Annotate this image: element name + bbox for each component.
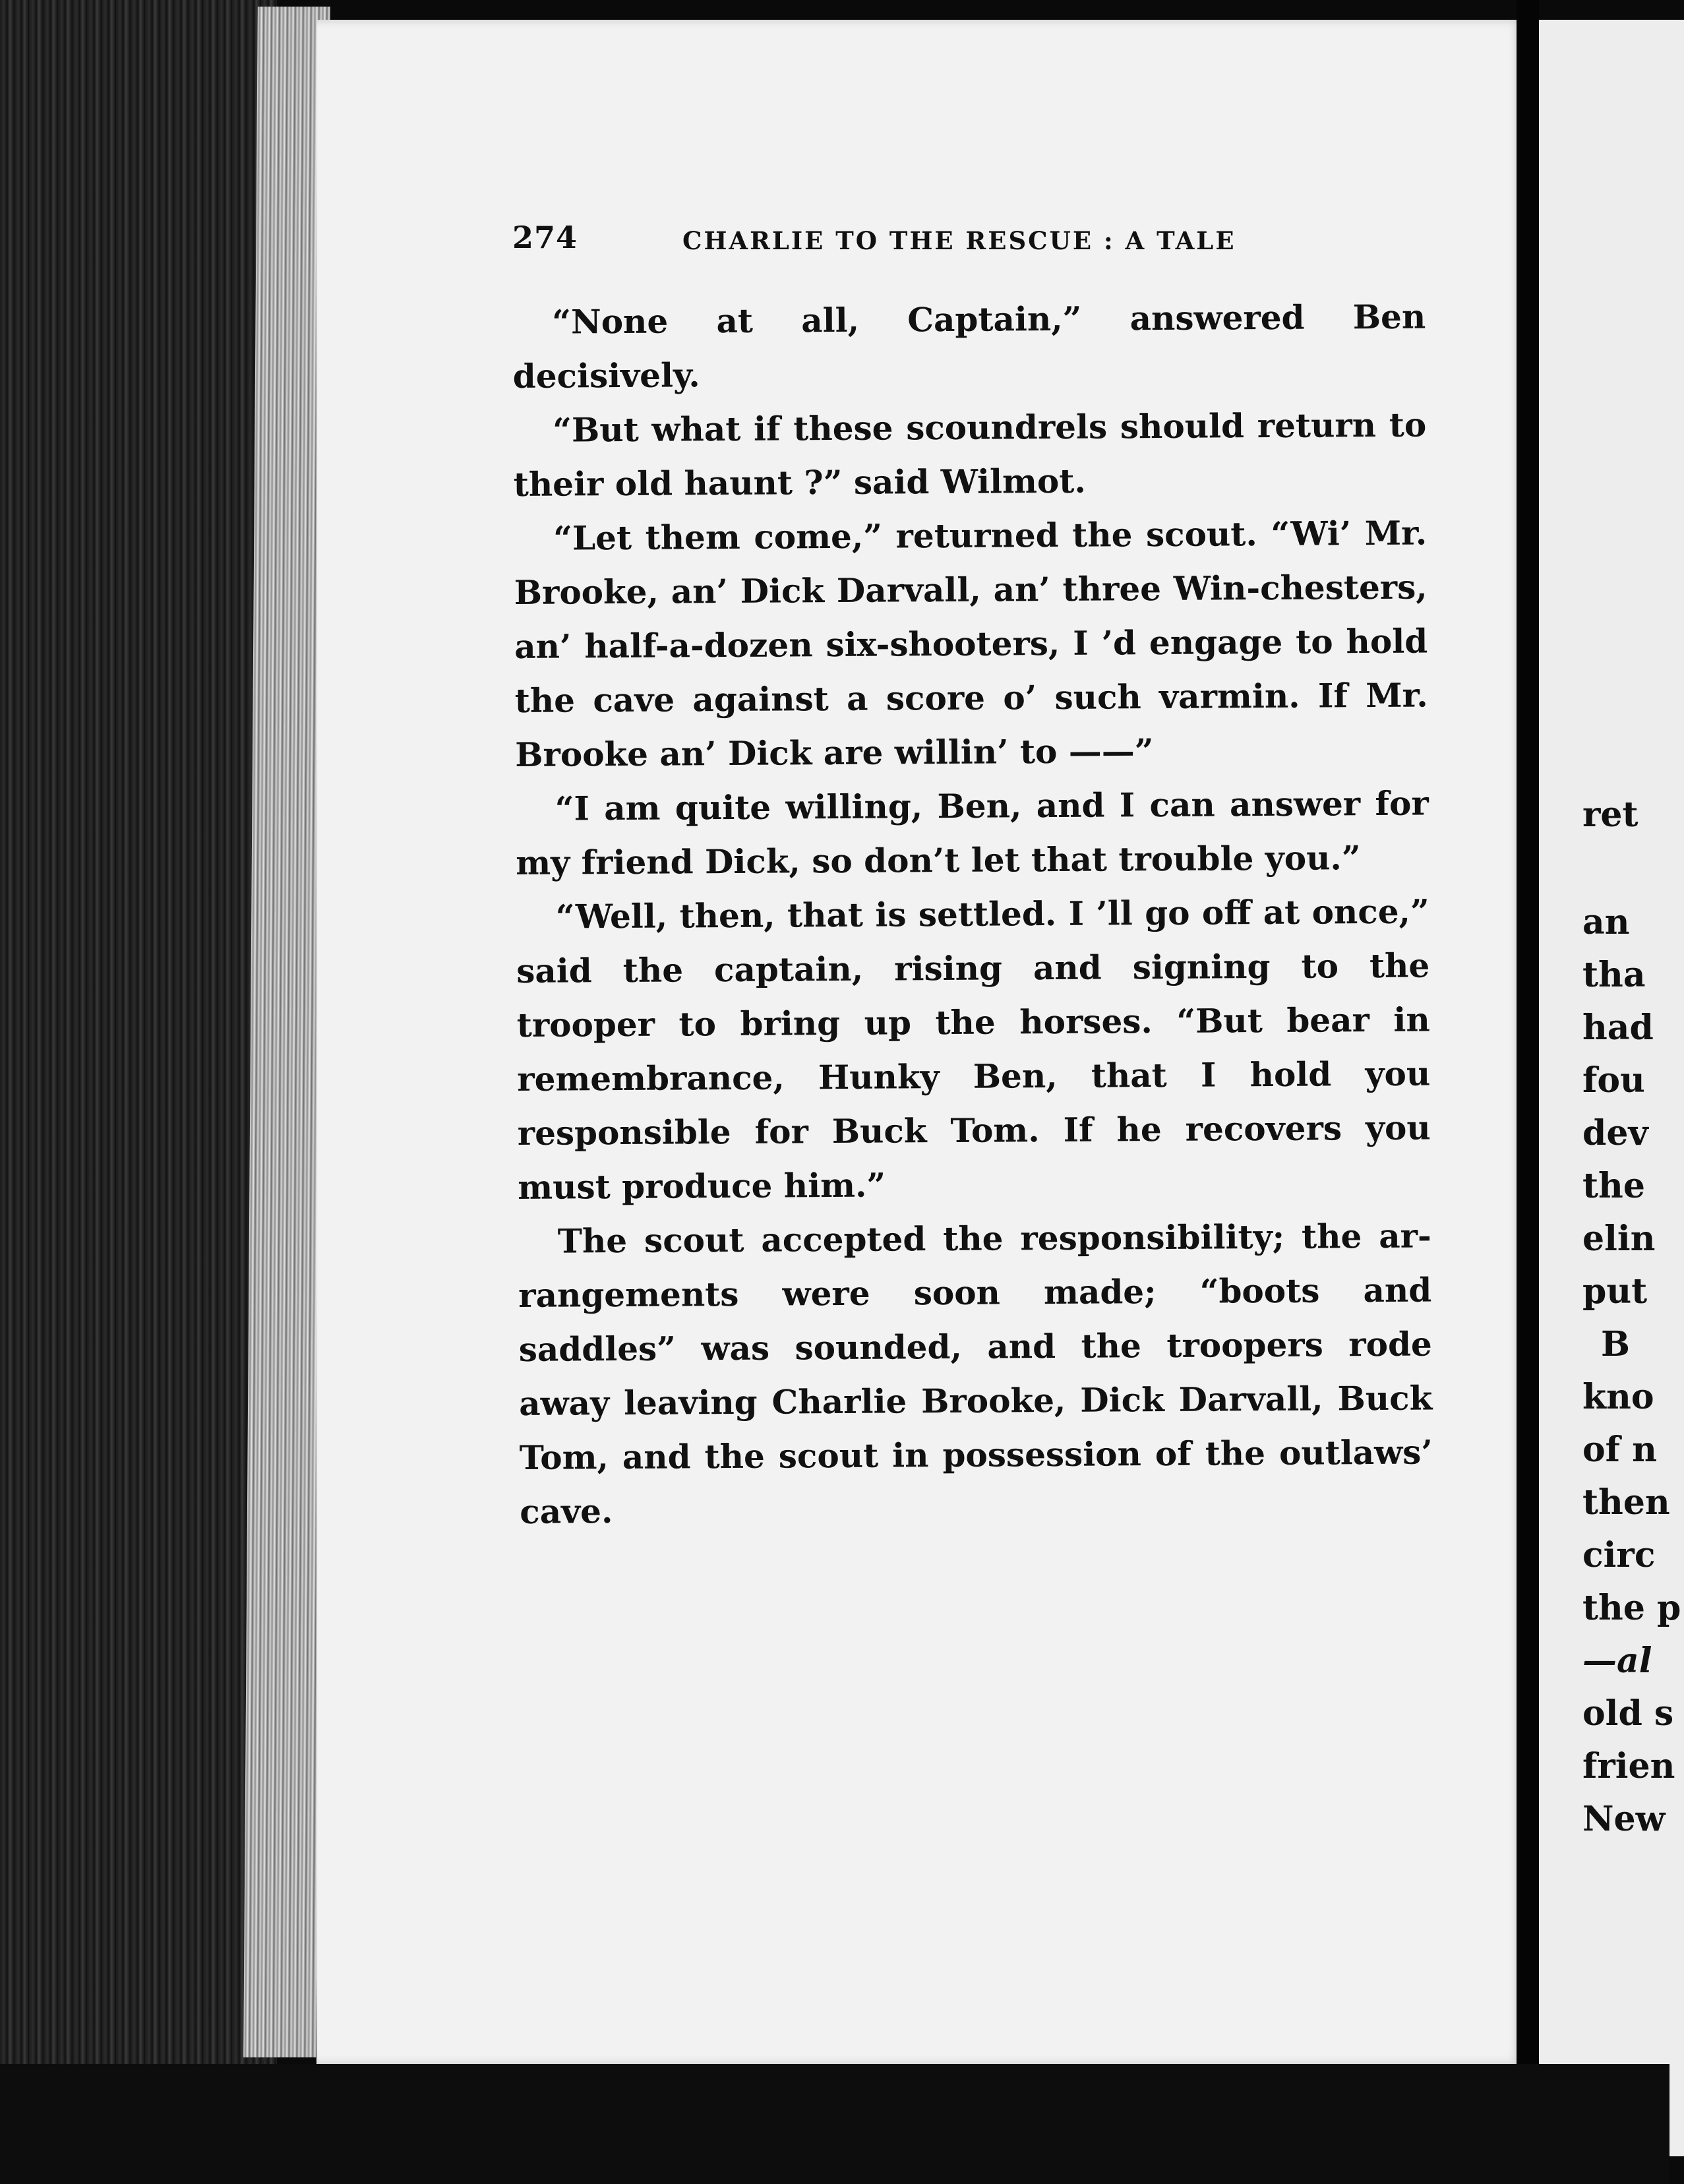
body-text xyxy=(512,290,1433,1539)
running-title: CHARLIE TO THE RESCUE : A TALE xyxy=(682,226,1236,255)
paragraph: “Let them come,” returned the scout. “Wi’ Mr. Brooke, an’ Dick Darvall, an’ three Win-chesters, an’ half-a-dozen six-shooters, I ’d engage to hold the cave against a score o’ such varmin. If Mr. Brooke an’ Dick are willin’ to ——” xyxy=(514,513,1428,774)
right-fragment: an xyxy=(1582,902,1630,942)
right-fragment: B xyxy=(1601,1324,1630,1364)
paragraph: “But what if these scoundrels should return to their old haunt ?” said Wilmot. xyxy=(513,405,1427,504)
right-page-text-fragments xyxy=(1582,0,1681,2184)
right-fragment: of n xyxy=(1582,1430,1657,1470)
right-fragment: kno xyxy=(1582,1377,1654,1417)
book-gutter xyxy=(1517,0,1539,2184)
right-fragment: —al xyxy=(1582,1641,1652,1681)
paragraph: “Well, then, that is settled. I ’ll go off at once,” said the captain, rising and signing to the trooper to bring up the horses. “But bear in remembrance, Hunky Ben, that I hold you responsible for Buck Tom. If he recovers you must produce him.” xyxy=(516,892,1431,1207)
right-fragment: circ xyxy=(1582,1535,1656,1575)
right-fragment: then xyxy=(1582,1482,1670,1523)
right-fragment: frien xyxy=(1582,1746,1675,1786)
right-fragment: dev xyxy=(1582,1113,1648,1153)
page-number: 274 xyxy=(512,220,578,255)
right-fragment: tha xyxy=(1582,955,1646,995)
paragraph: “None at all, Captain,” answered Ben decisively. xyxy=(512,297,1426,396)
scan-bottom-border xyxy=(0,2064,1669,2184)
right-fragment: had xyxy=(1582,1008,1654,1048)
running-head xyxy=(512,220,1257,255)
right-fragment: elin xyxy=(1582,1219,1656,1259)
book-cover-edge xyxy=(0,0,277,2184)
right-fragment: put xyxy=(1582,1271,1648,1312)
paragraph: “I am quite willing, Ben, and I can answer for my friend Dick, so don’t let that trouble you.” xyxy=(516,783,1429,882)
right-fragment: fou xyxy=(1582,1060,1645,1101)
right-fragment: ret xyxy=(1582,795,1639,835)
right-fragment: the xyxy=(1582,1166,1645,1206)
right-fragment: the p xyxy=(1582,1588,1681,1628)
right-fragment: New xyxy=(1582,1799,1666,1839)
paragraph: The scout accepted the responsibility; the ar-rangements were soon made; “boots and saddles” was sounded, and the troopers rode away leaving Charlie Brooke, Dick Darvall, Buck Tom, and the scout in possession of the outlaws’ cave. xyxy=(518,1216,1433,1531)
right-fragment: old s xyxy=(1582,1693,1674,1734)
